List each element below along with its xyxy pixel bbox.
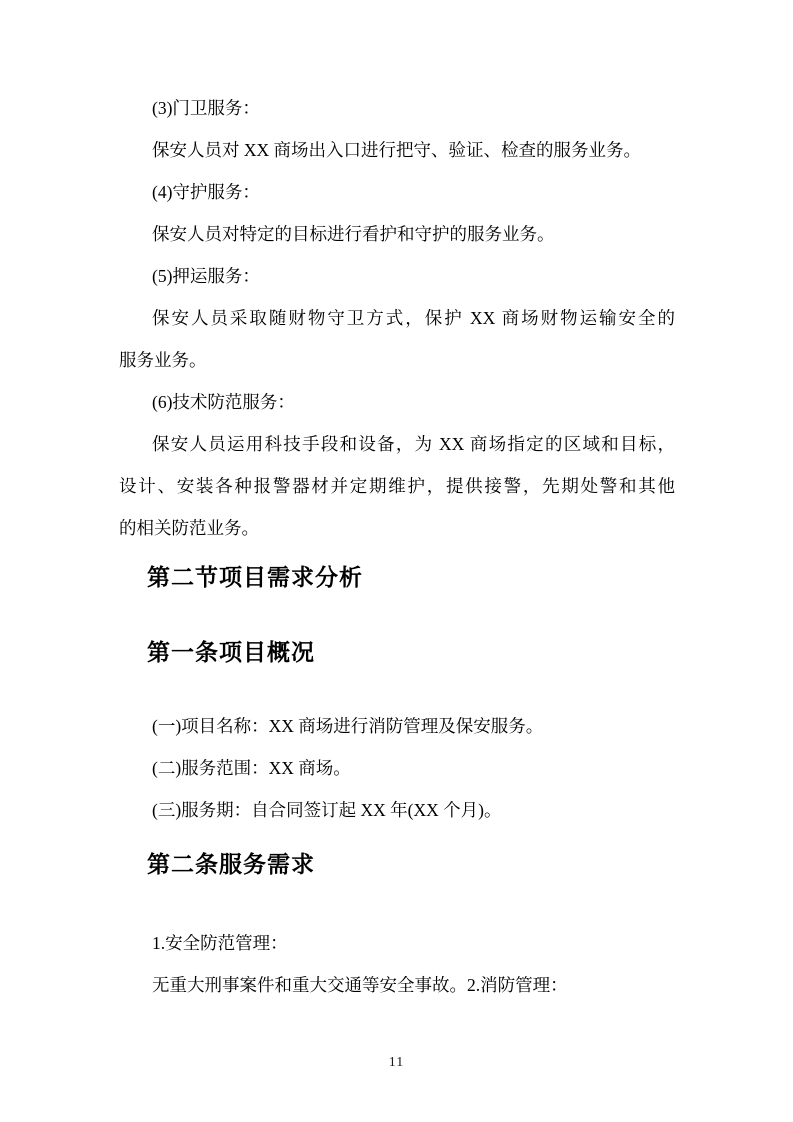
clause-4-description: 保安人员对特定的目标进行看护和守护的服务业务。 <box>152 224 555 244</box>
article-1-heading: 第一条项目概况 <box>147 640 315 665</box>
project-name-item: (一)项目名称：XX 商场进行消防管理及保安服务。 <box>152 716 544 736</box>
clause-5-title: (5)押运服务： <box>152 266 260 286</box>
clause-3-title: (3)门卫服务： <box>152 98 260 118</box>
clause-6-title: (6)技术防范服务： <box>152 392 295 412</box>
section-2-heading: 第二节项目需求分析 <box>147 565 363 590</box>
clause-3-description: 保安人员对 XX 商场出入口进行把守、验证、检查的服务业务。 <box>152 140 642 160</box>
page-number: 11 <box>388 1055 405 1070</box>
requirement-2-line: 无重大刑事案件和重大交通等安全事故。2.消防管理： <box>152 975 568 995</box>
requirement-1-line: 1.安全防范管理： <box>152 933 288 953</box>
clause-6-description-line-3: 的相关防范业务。 <box>119 518 259 538</box>
clause-5-description-line-2: 服务业务。 <box>119 350 207 370</box>
service-period-item: (三)服务期：自合同签订起 XX 年(XX 个月)。 <box>152 800 502 820</box>
article-2-heading: 第二条服务需求 <box>147 852 315 877</box>
service-scope-item: (二)服务范围：XX 商场。 <box>152 758 351 778</box>
clause-6-description-line-2: 设计、安装各种报警器材并定期维护，提供接警，先期处警和其他 <box>119 476 675 496</box>
document-body <box>119 87 675 1006</box>
clause-5-description-line-1: 保安人员采取随财物守卫方式，保护 XX 商场财物运输安全的 <box>152 308 675 328</box>
clause-6-description-line-1: 保安人员运用科技手段和设备，为 XX 商场指定的区域和目标， <box>152 434 675 454</box>
clause-4-title: (4)守护服务： <box>152 182 260 202</box>
